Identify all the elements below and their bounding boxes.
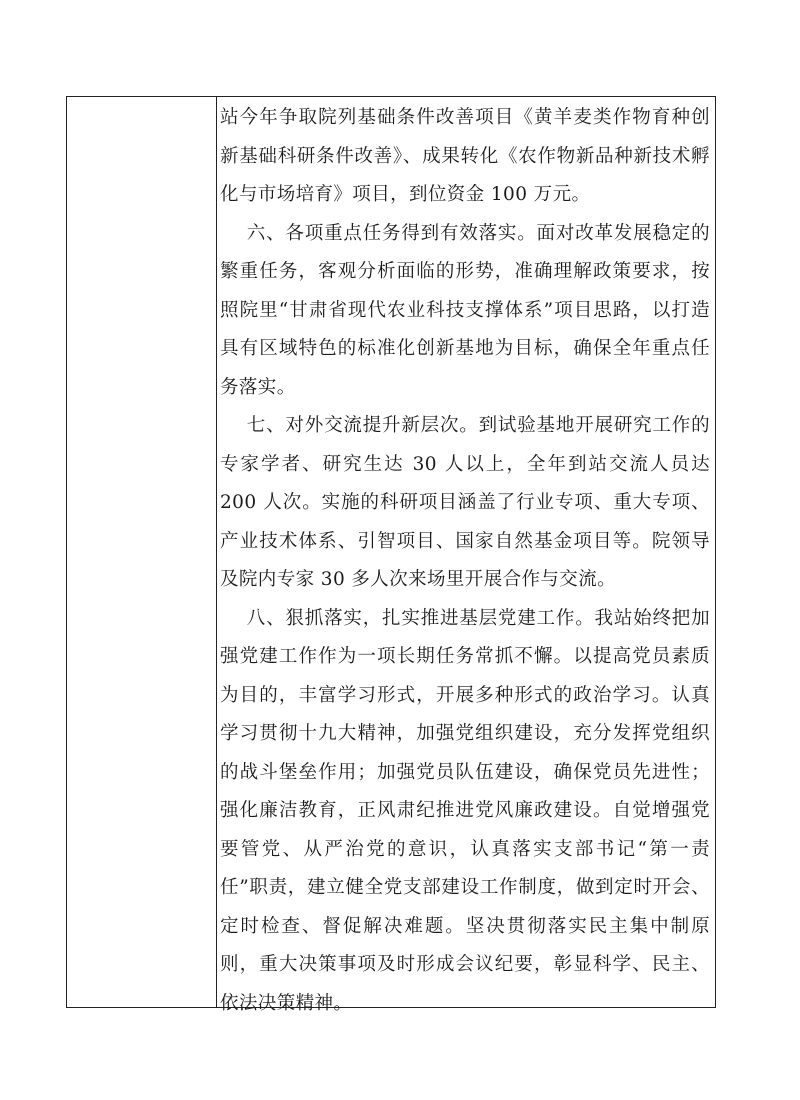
label-column xyxy=(67,97,217,1007)
paragraph-six-key-tasks: 六、各项重点任务得到有效落实。面对改革发展稳定的繁重任务，客观分析面临的形势，准确理解政策要求，按照院里“甘肃省现代农业科技支撑体系”项目思路，以打造具有区域特色的标准化创新基地为目标，确保全年重点任务落实。 xyxy=(220,222,710,398)
paragraph-eight-party-building: 八、狠抓落实，扎实推进基层党建工作。我站始终把加强党建工作作为一项长期任务常抓不懈。以提高党员素质为目的，丰富学习形式，开展多种形式的政治学习。认真学习贯彻十九大精神，加强党组织建设，充分发挥党组织的战斗堡垒作用；加强党员队伍建设，确保党员先进性；强化廉洁教育，正风肃纪推进党风廉政建设。自觉增强党要管党、从严治党的意识，认真落实支部书记“第一责任”职责，建立健全党支部建设工作制度，做到定时开会、定时检查、督促解决难题。坚决贯彻落实民主集中制原则，重大决策事项及时形成会议纪要，彰显科学、民主、依法决策精神。 xyxy=(220,607,710,1014)
paragraph-funding: 站今年争取院列基础条件改善项目《黄羊麦类作物育种创新基础科研条件改善》、成果转化《农作物新品种新技术孵化与市场培育》项目，到位资金 100 万元。 xyxy=(220,107,710,205)
form-table xyxy=(66,96,717,1014)
content-cell xyxy=(220,97,717,1023)
paragraph-seven-exchange: 七、对外交流提升新层次。到试验基地开展研究工作的专家学者、研究生达 30 人以上，全年到站交流人员达 200 人次。实施的科研项目涵盖了行业专项、重大专项、产业技术体系、引智项目、国家自然基金项目等。院领导及院内专家 30 多人次来场里开展合作与交流。 xyxy=(220,415,717,590)
